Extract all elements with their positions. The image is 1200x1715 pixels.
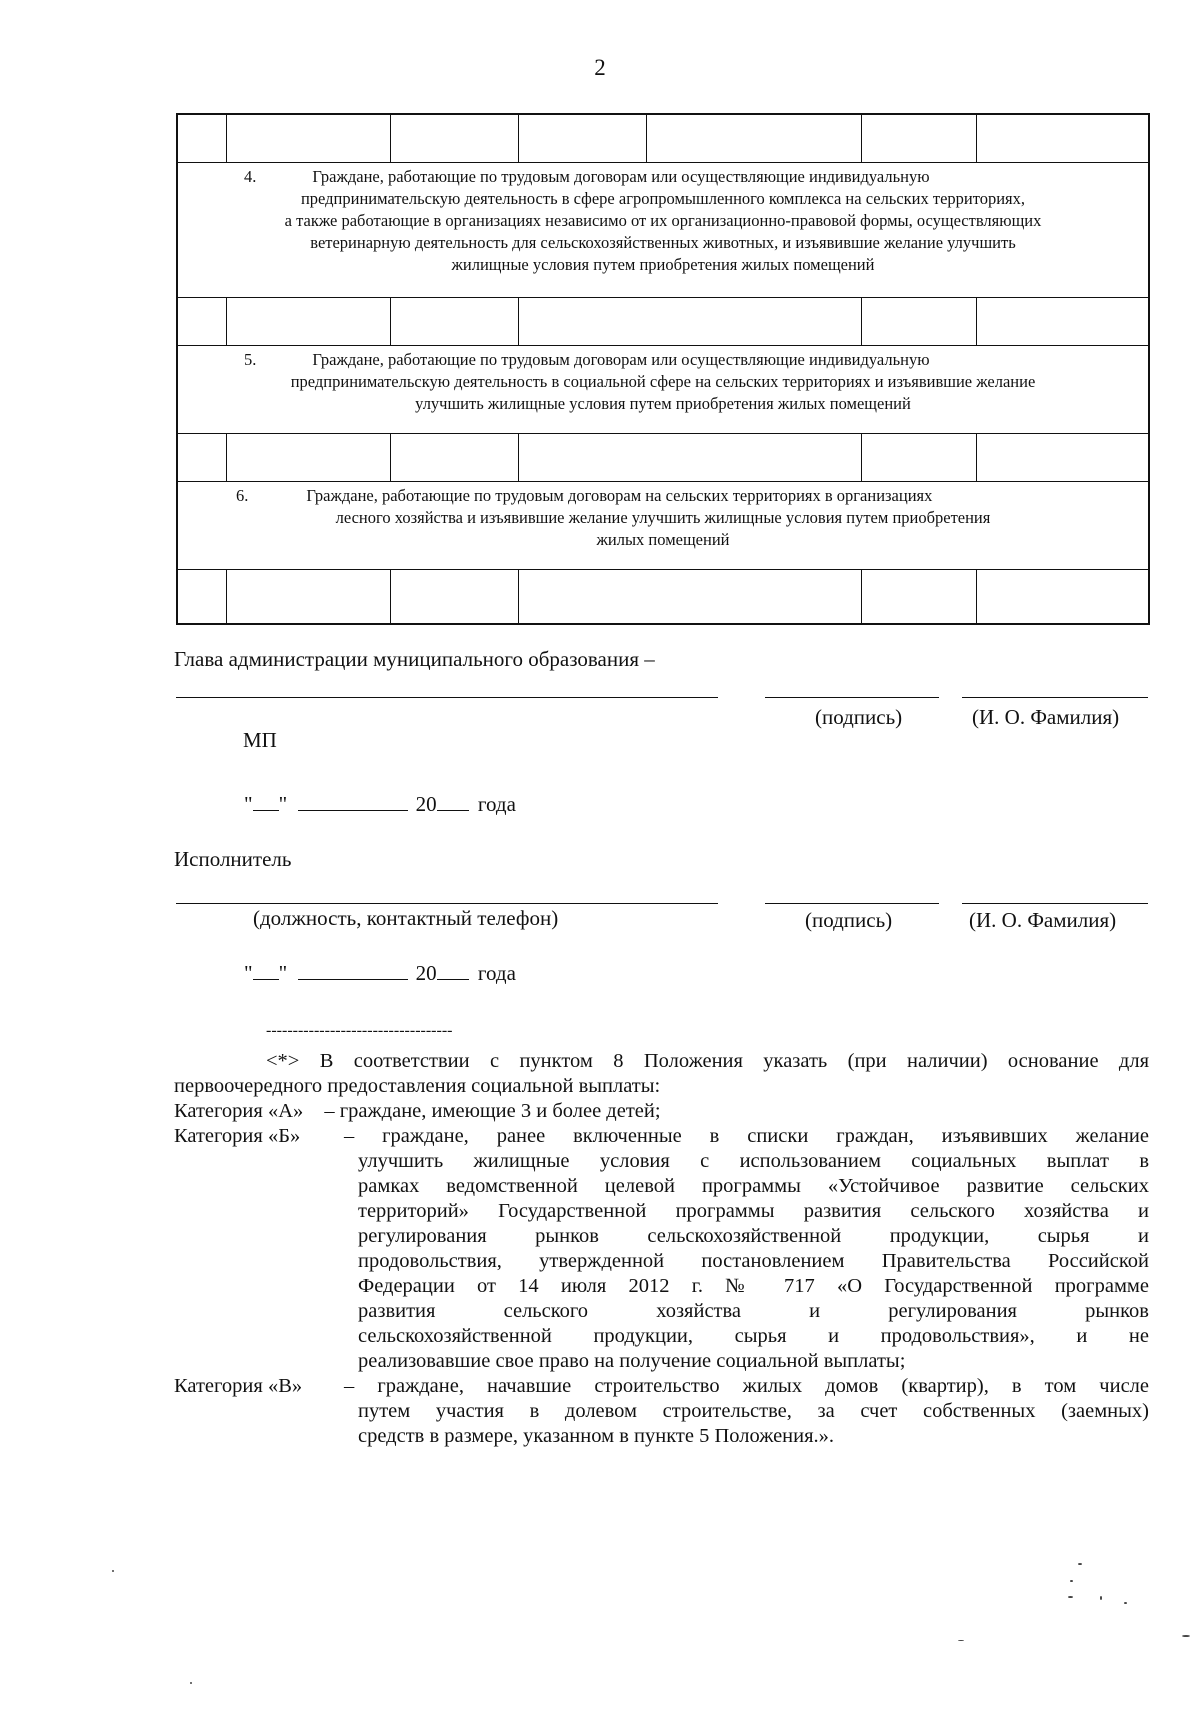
category-b-line: сельскохозяйственной продукции, сырья и продовольствия», и не <box>358 1325 1149 1347</box>
category-a <box>174 1099 1149 1124</box>
category-line: жилых помещений <box>596 530 730 549</box>
scan-speck <box>1182 1635 1190 1637</box>
page-number: 2 <box>594 55 606 80</box>
executor-signature-line <box>765 903 939 904</box>
scan-speck <box>1124 1602 1127 1604</box>
category-a-label: Категория «А» <box>174 1100 304 1122</box>
category-a-text: – граждане, имеющие 3 и более детей; <box>324 1100 661 1122</box>
category-line: жилищные условия путем приобретения жилых помещений <box>451 255 875 274</box>
executor-name-caption: (И. О. Фамилия) <box>969 908 1117 932</box>
scan-speck <box>112 1570 114 1572</box>
category-v-line: средств в размере, указанном в пункте 5 Положения.». <box>358 1425 835 1447</box>
executor-date-field: " " 20 года <box>244 961 516 985</box>
table-row <box>178 115 1148 163</box>
executor-label: Исполнитель <box>174 847 292 871</box>
category-line: лесного хозяйства и изъявившие желание улучшить жилищные условия путем приобретения <box>335 508 991 527</box>
category-line: предпринимательскую деятельность в социальной сфере на сельских территориях и изъявившие желание <box>290 372 1036 391</box>
table-category-row-6 <box>178 481 1148 570</box>
name-caption: (И. О. Фамилия) <box>972 705 1120 729</box>
footnote-intro-line: <*> В соответствии с пунктом 8 Положения указать (при наличии) основание для <box>266 1050 1149 1072</box>
head-name-line <box>176 697 718 698</box>
category-b <box>174 1124 1149 1374</box>
scan-speck <box>190 1682 192 1684</box>
executor-signature-caption: (подпись) <box>805 908 893 932</box>
category-b-line: улучшить жилищные условия с использованием социальных выплат в <box>358 1150 1149 1172</box>
category-b-label: Категория «Б» <box>174 1125 301 1147</box>
category-b-line: территорий» Государственной программы развития сельского хозяйства и <box>358 1200 1149 1222</box>
category-b-line: – граждане, ранее включенные в списки граждан, изъявивших желание <box>344 1125 1149 1147</box>
executor-fio-line <box>962 903 1148 904</box>
table-row <box>178 434 1148 482</box>
category-line: ветеринарную деятельность для сельскохозяйственных животных, и изъявившие желание улучшить <box>310 233 1016 252</box>
scan-speck <box>1078 1563 1082 1565</box>
category-v-line: – граждане, начавшие строительство жилых домов (квартир), в том числе <box>344 1375 1149 1397</box>
category-v-line: путем участия в долевом строительстве, за счет собственных (заемных) <box>358 1400 1149 1422</box>
category-number: 5. <box>244 350 257 369</box>
category-v-label: Категория «В» <box>174 1375 303 1397</box>
category-line: Граждане, работающие по трудовым договорам или осуществляющие индивидуальную <box>312 350 930 369</box>
category-v <box>174 1374 1149 1449</box>
table-row <box>178 298 1148 346</box>
date-field: " " 20 года <box>244 792 516 816</box>
category-line: а также работающие в организациях независимо от их организационно-правовой формы, осуществляющих <box>284 211 1042 230</box>
stamp-label: МП <box>243 728 277 752</box>
scan-speck <box>958 1640 964 1641</box>
head-title: Глава администрации муниципального образования – <box>174 647 655 671</box>
footnote-separator: ----------------------------------- <box>266 1022 453 1039</box>
applicants-table <box>176 113 1150 625</box>
head-signature-line <box>765 697 939 698</box>
executor-caption: (должность, контактный телефон) <box>253 906 559 930</box>
category-b-line: регулирования рынков сельскохозяйственной продукции, сырья и <box>358 1225 1149 1247</box>
table-category-row-4 <box>178 162 1148 298</box>
head-fio-line <box>962 697 1148 698</box>
table-row <box>178 570 1148 623</box>
category-line: предпринимательскую деятельность в сфере агропромышленного комплекса на сельских территориях, <box>300 189 1026 208</box>
footnote <box>174 1049 1149 1449</box>
category-line: Граждане, работающие по трудовым договорам на сельских территориях в организациях <box>306 486 933 505</box>
category-number: 6. <box>236 486 249 505</box>
category-number: 4. <box>244 167 257 186</box>
category-b-line: продовольствия, утвержденной постановлением Правительства Российской <box>358 1250 1149 1272</box>
scan-speck <box>1070 1580 1073 1582</box>
footnote-intro-line: первоочередного предоставления социальной выплаты: <box>174 1075 661 1097</box>
executor-position-line <box>176 903 718 904</box>
category-line: Граждане, работающие по трудовым договорам или осуществляющие индивидуальную <box>312 167 930 186</box>
category-b-line: развития сельского хозяйства и регулирования рынков <box>358 1300 1149 1322</box>
table-category-row-5 <box>178 345 1148 434</box>
signature-caption: (подпись) <box>815 705 903 729</box>
category-b-line: реализовавшие свое право на получение социальной выплаты; <box>358 1350 906 1372</box>
category-b-line: рамках ведомственной целевой программы «Устойчивое развитие сельских <box>358 1175 1149 1197</box>
category-b-line: Федерации от 14 июля 2012 г. № 717 «О Государственной программе <box>358 1275 1149 1297</box>
scan-speck <box>1068 1596 1073 1598</box>
category-line: улучшить жилищные условия путем приобретения жилых помещений <box>415 394 911 413</box>
scan-speck <box>1100 1596 1102 1600</box>
